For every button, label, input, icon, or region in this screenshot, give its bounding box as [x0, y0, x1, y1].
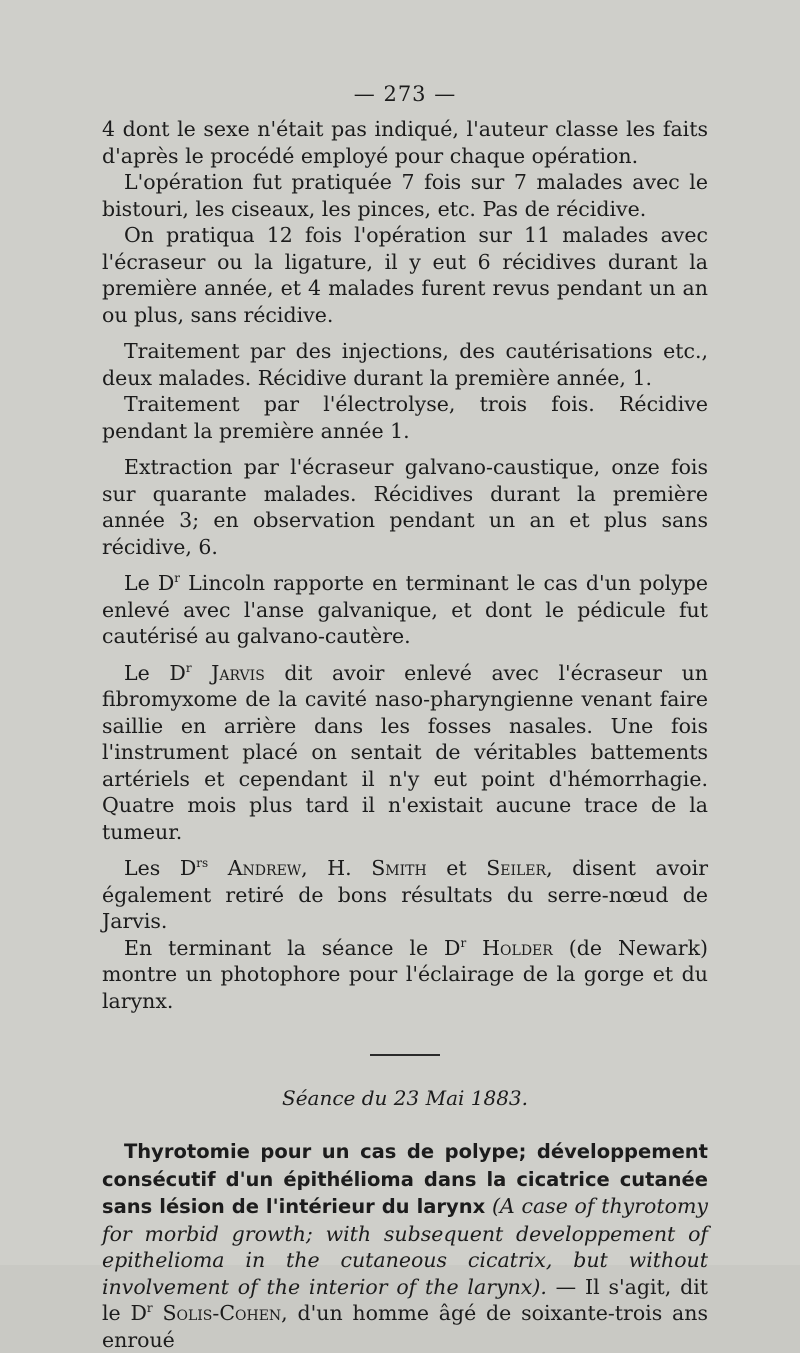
session-heading: Séance du 23 Mai 1883.	[282, 1086, 528, 1110]
solis-cohen-name: Solis-Cohen	[152, 1301, 282, 1325]
page-number: — 273 —	[353, 82, 457, 106]
andrew-prefix: Les D	[124, 856, 197, 880]
andrew-title-sup: rs	[196, 856, 209, 871]
paragraph-ecraseur: On pratiqua 12 fois l'opération sur 11 malades avec l'écraseur ou la ligature, il y eut 6 récidives durant la première année, et 4 malades furent revus pendant un an ou plus, sans récidive.	[102, 223, 708, 327]
jarvis-title-sup: r	[185, 660, 192, 675]
lincoln-text: Lincoln rapporte en terminant le cas d'un polype enlevé avec l'anse galvanique, et dont le pédicule fut cautérisé au galvano-cautère.	[102, 571, 708, 648]
paragraph-lincoln	[102, 570, 708, 650]
article-paragraph	[102, 1138, 708, 1353]
article-english-title: (A case of thyrotomy for morbid growth; with subsequent developpement of epithelioma in the cutaneous cicatrix, but without involvement of the interior of the larynx).	[102, 1194, 708, 1299]
jarvis-name: Jarvis	[191, 660, 265, 685]
andrew-et: et	[426, 856, 487, 880]
article-block	[102, 1138, 708, 1353]
article-title-sup: r	[146, 1301, 153, 1316]
paragraph-holder	[102, 935, 708, 1015]
jarvis-prefix: Le D	[124, 660, 186, 685]
seiler-name: Seiler	[486, 856, 547, 880]
holder-prefix: En terminant la séance le D	[124, 935, 461, 960]
article-continuation-prefix: — Il s'agit, dit le D	[102, 1274, 708, 1325]
paragraph-electrolyse: Traitement par l'électrolyse, trois fois. Récidive pendant la première année 1.	[102, 392, 708, 443]
article-title: Thyrotomie pour un cas de polype; développement consécutif d'un épithélioma dans la cicatrice cutanée sans lésion de l'intérieur du larynx	[102, 1140, 708, 1218]
paragraph-galvano-caustique: Extraction par l'écraseur galvano-caustique, onze fois sur quarante malades. Récidives durant la première année 3; en observation pendant un an et plus sans récidive, 6.	[102, 455, 708, 559]
section-divider	[370, 1054, 440, 1056]
andrew-smith-names: Andrew, H. Smith	[208, 856, 427, 880]
body-text	[102, 116, 708, 1014]
lincoln-prefix: Le D	[124, 571, 175, 595]
andrew-text: , disent avoir également retiré de bons résultats du serre-nœud de Jarvis.	[102, 856, 709, 933]
holder-title-sup: r	[460, 935, 467, 950]
paragraph-bistouri: L'opération fut pratiquée 7 fois sur 7 malades avec le bistouri, les ciseaux, les pinces, etc. Pas de récidive.	[102, 170, 708, 221]
holder-text: (de Newark) montre un photophore pour l'éclairage de la gorge et du larynx.	[102, 935, 708, 1013]
paragraph-andrew-smith-seiler	[102, 855, 708, 935]
lincoln-title-sup: r	[174, 571, 181, 586]
article-continuation-text: , d'un homme âgé de soixante-trois ans enroué	[102, 1301, 708, 1352]
paragraph-injections: Traitement par des injections, des cautérisations etc., deux malades. Récidive durant la première année, 1.	[102, 339, 708, 390]
holder-name: Holder	[466, 935, 553, 960]
paragraph-jarvis	[102, 660, 708, 846]
paragraph-classification: 4 dont le sexe n'était pas indiqué, l'auteur classe les faits d'après le procédé employé pour chaque opération.	[102, 117, 708, 168]
jarvis-text: dit avoir enlevé avec l'écraseur un fibromyxome de la cavité naso-pharyngienne venant faire saillie en arrière dans les fosses nasales. Une fois l'instrument placé on sentait de véritables battements artériels et cependant il n'y eut point d'hémorrhagie. Quatre mois plus tard il n'existait aucune trace de la tumeur.	[102, 660, 708, 844]
